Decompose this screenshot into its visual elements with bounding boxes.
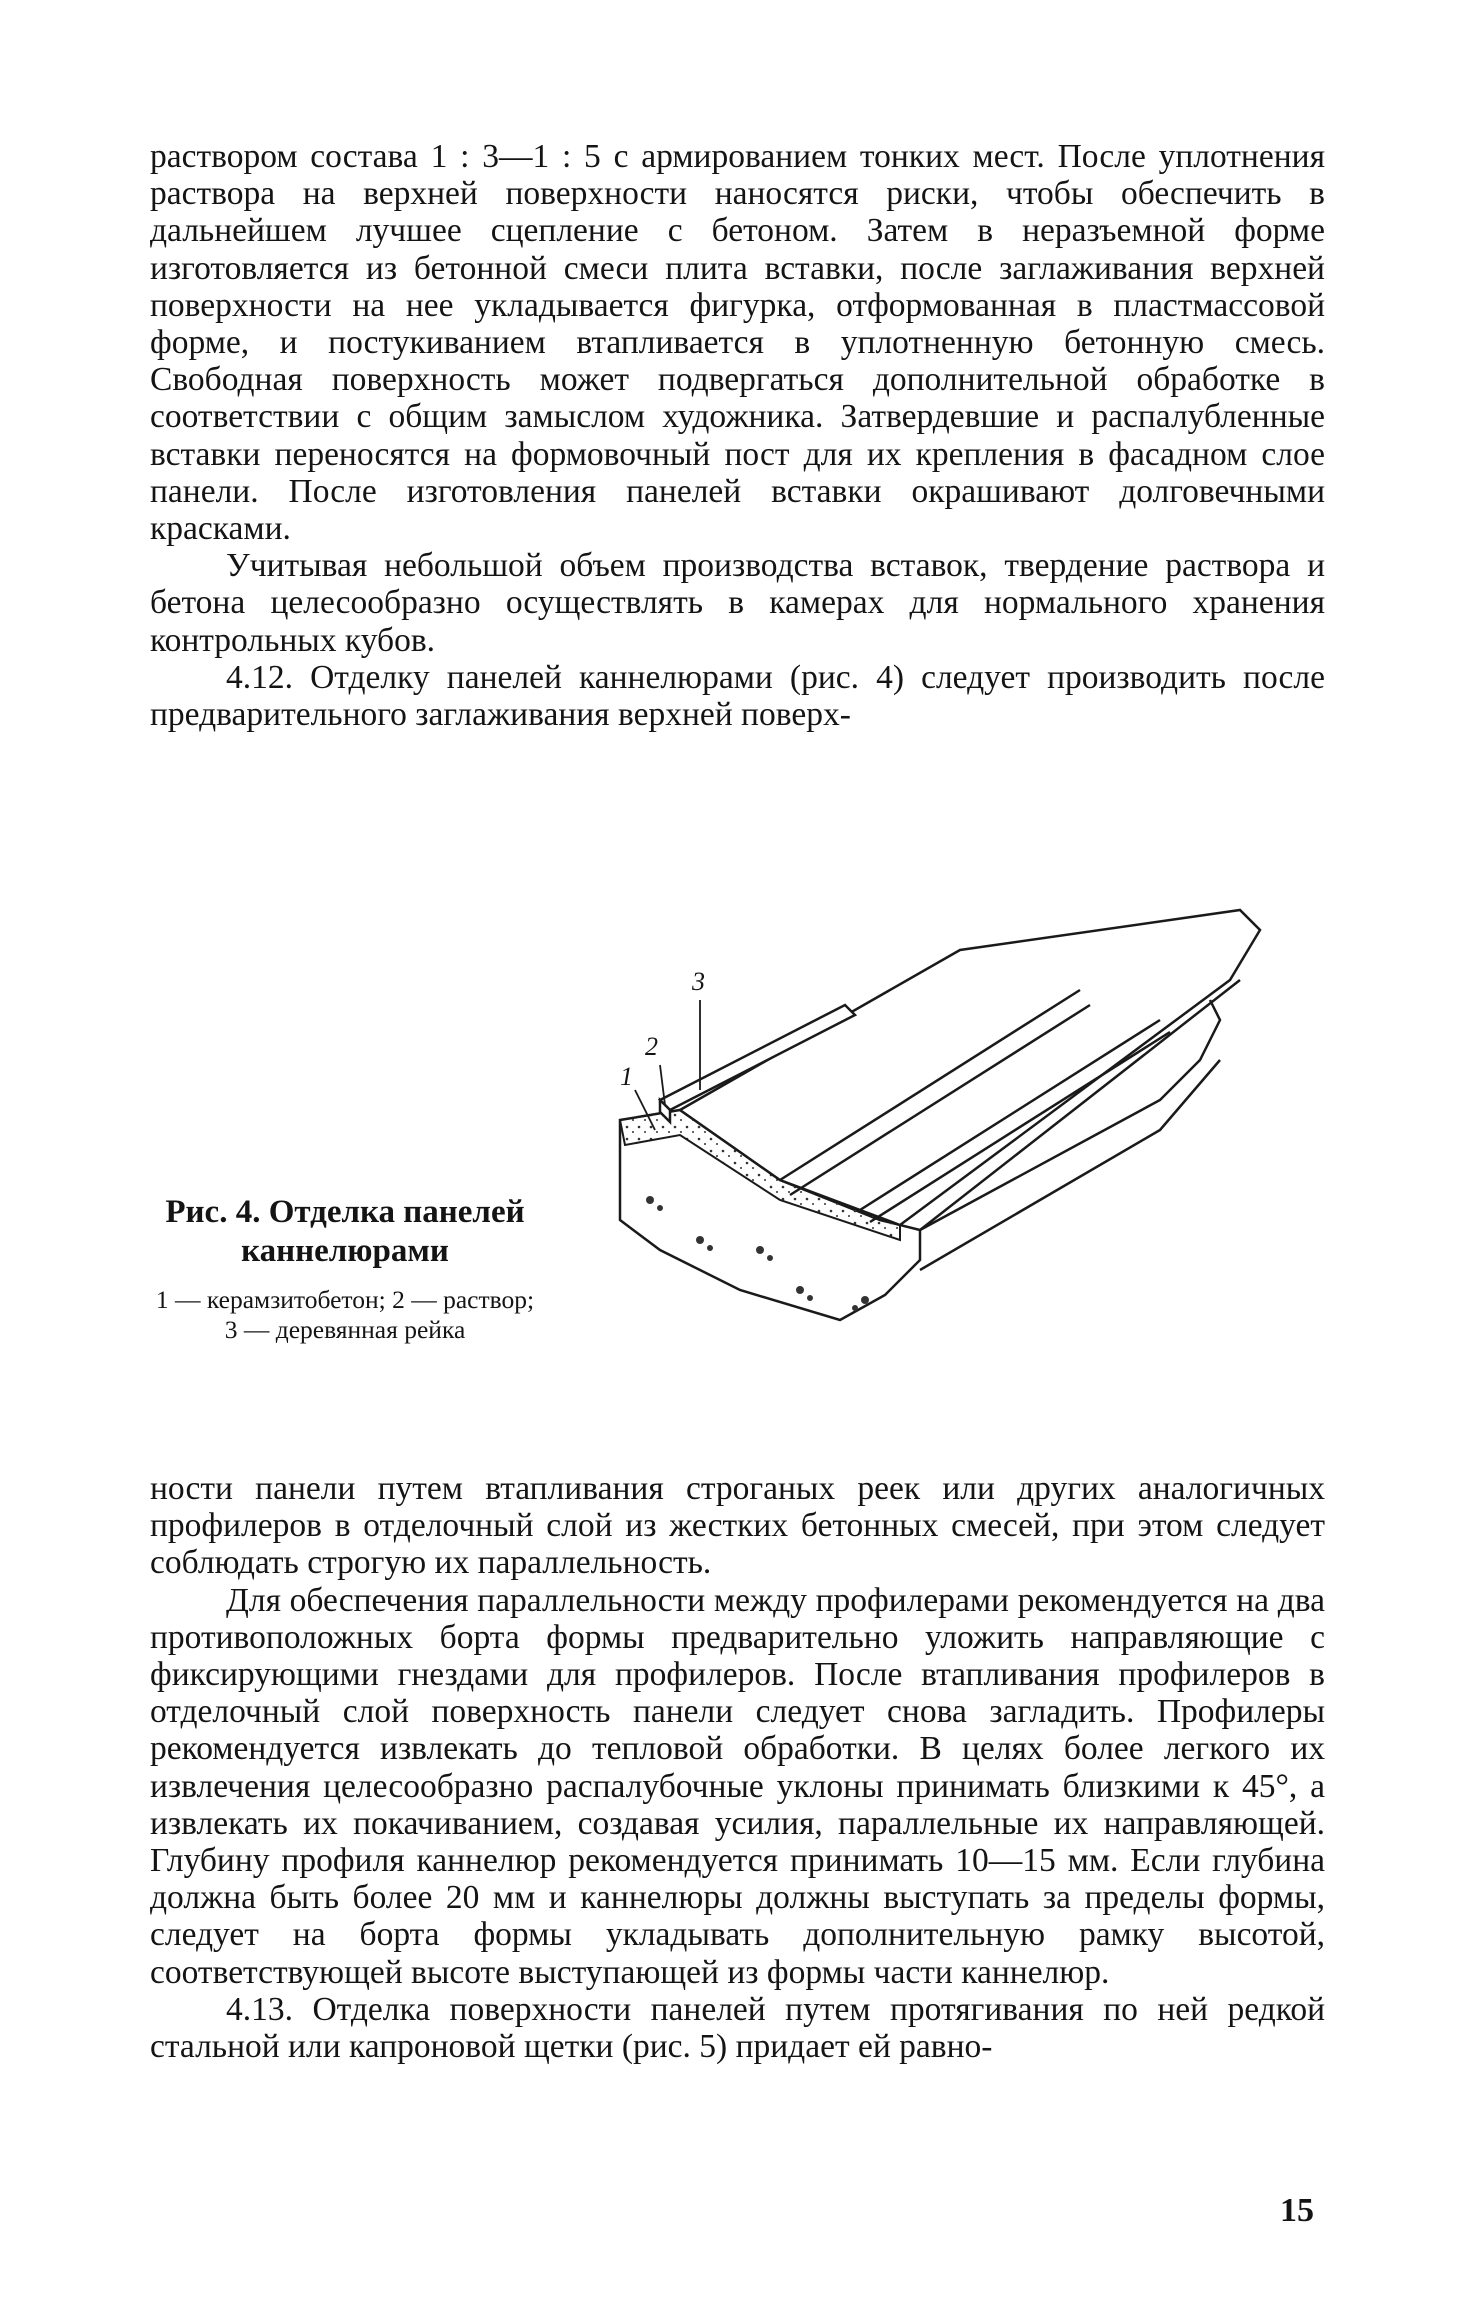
- paragraph-curing: Учитывая небольшой объем производства вставок, твердение раствора и бетона целесообразно осуществлять в камерах для нормального хранения контрольных кубов.: [150, 547, 1325, 659]
- paragraph-4-12: 4.12. Отделку панелей каннелюрами (рис. 4) следует производить после предварительного заглаживания верхней поверх-: [150, 658, 1325, 734]
- figure-caption-title: Рис. 4. Отделка панелей каннелюрами: [165, 1194, 525, 1269]
- callout-1: 1: [620, 1062, 633, 1091]
- callout-3: 3: [692, 967, 705, 996]
- figure-caption-legend: 1 — керамзитобетон; 2 — раствор; 3 — деревянная рейка: [155, 1285, 535, 1344]
- callout-2: 2: [645, 1032, 658, 1061]
- paragraph-continuation-2: ности панели путем втапливания строганых реек или других аналогичных профилеров в отделочный слой из жестких бетонных смесей, при этом следует соблюдать строгую их параллельность.: [150, 1470, 1325, 1582]
- paragraph-parallelism: Для обеспечения параллельности между профилерами рекомендуется на два противоположных борта формы предварительно уложить направляющие с фиксирующими гнездами для профилеров. После втапливания профилеров в отделочный слой поверхность панели следует снова загладить. Профилеры рекомендуется извлекать до тепловой обработки. В целях более легкого их извлечения целесообразно распалубочные уклоны принимать близкими к 45°, а извлекать их покачиванием, создавая усилия, параллельные их направляющей. Глубину профиля каннелюр рекомендуется принимать 10—15 мм. Если глубина должна быть более 20 мм и каннелюры должны выступать за пределы формы, следует на борта формы укладывать дополнительную рамку высотой, соответствующей высоте выступающей из формы части каннелюр.: [150, 1581, 1325, 1991]
- paragraph-continuation: раствором состава 1 : 3—1 : 5 с армированием тонких мест. После уплотнения раствора на верхней поверхности наносятся риски, чтобы обеспечить в дальнейшем лучшее сцепление с бетоном. Затем в неразъемной форме изготовляется из бетонной смеси плита вставки, после заглаживания верхней поверхности на нее укладывается фигурка, отформованная в пластмассовой форме, и постукиванием втапливается в уплотненную бетонную смесь. Свободная поверхность может подвергаться дополнительной обработке в соответствии с общим замыслом художника. Затвердевшие и распалубленные вставки переносятся на формовочный пост для их крепления в фасадном слое панели. После изготовления панелей вставки окрашивают долговечными красками.: [150, 138, 1325, 548]
- text-block-top: [150, 138, 1325, 733]
- figure-caption: [150, 1193, 540, 1345]
- page-number: 15: [1280, 2192, 1314, 2229]
- paragraph-4-13: 4.13. Отделка поверхности панелей путем протягивания по ней редкой стальной или капроновой щетки (рис. 5) придает ей равно-: [150, 1990, 1325, 2066]
- figure-4-drawing: [600, 800, 1300, 1360]
- text-block-bottom: [150, 1470, 1325, 2065]
